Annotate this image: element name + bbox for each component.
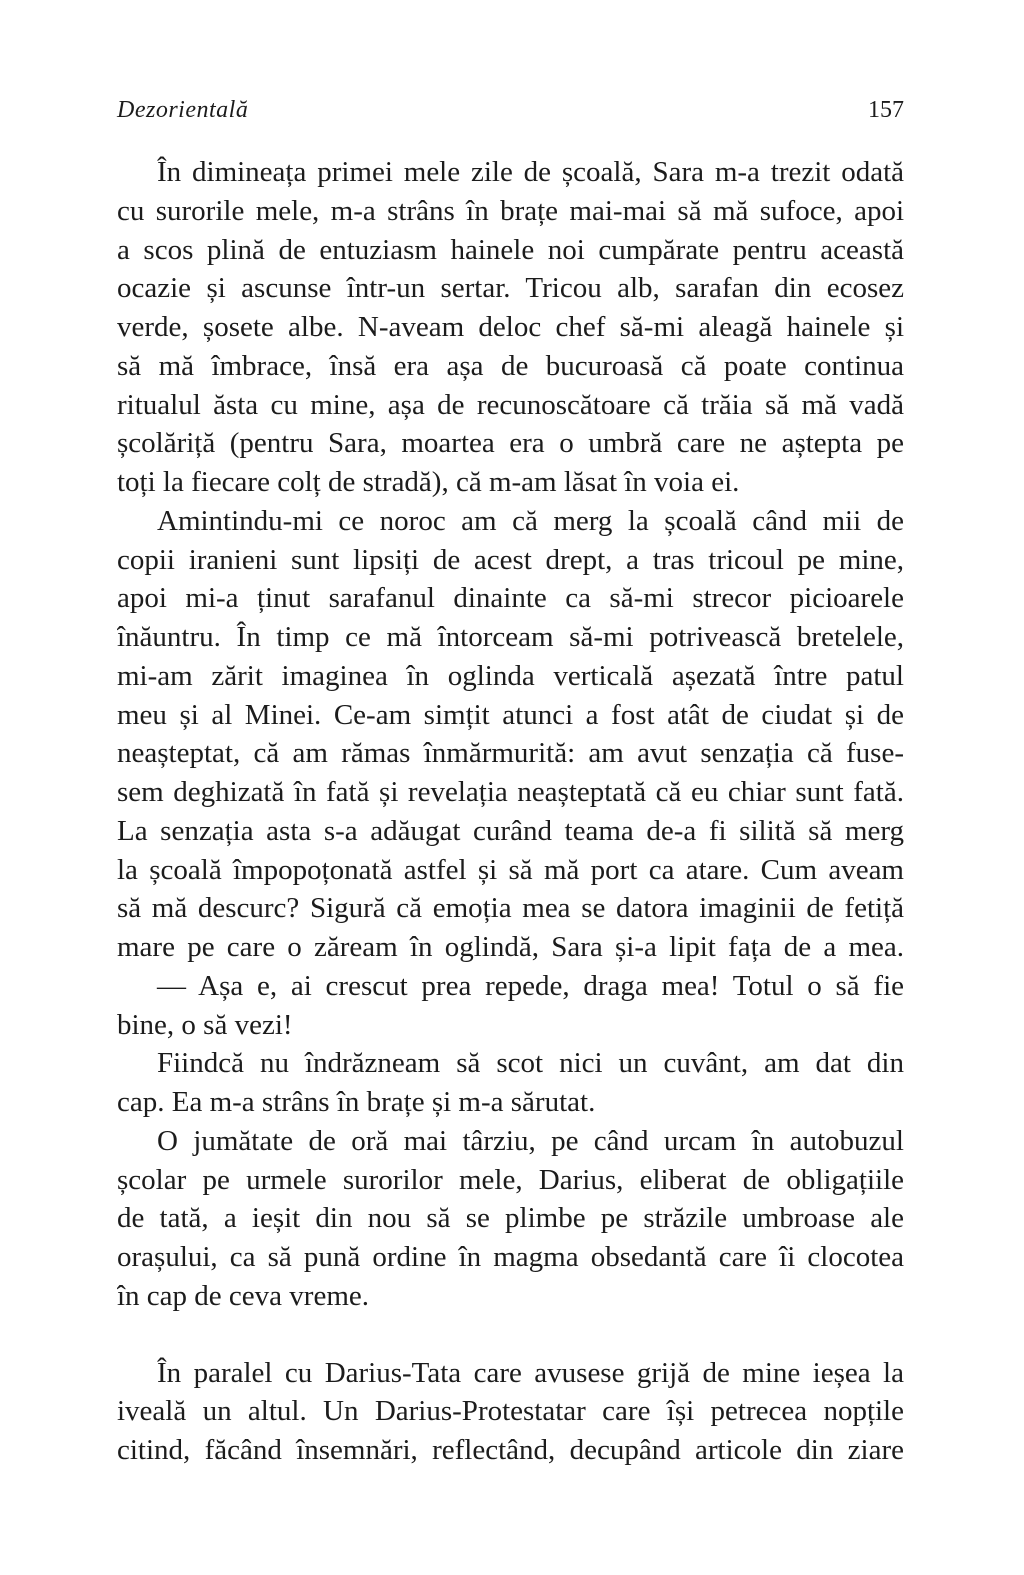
text-line: bine, o să vezi! (117, 1008, 293, 1041)
text-line: să mă descurc? Sigură că emoția mea se datora imaginii de fetiță (117, 892, 904, 925)
paragraph (117, 1122, 904, 1316)
text-line: cap. Ea m-a strâns în brațe și m-a sărutat. (117, 1086, 596, 1118)
text-line: — Așa e, ai crescut prea repede, draga mea! Totul o să fie (157, 969, 904, 1002)
paragraph (117, 502, 904, 967)
page-number: 157 (868, 97, 904, 123)
text-line: copii iranieni sunt lipsiți de acest drept, a tras tricoul pe mine, (117, 543, 904, 576)
text-line: ocazie și ascunse într-un sertar. Tricou alb, sarafan din ecosez (117, 272, 904, 305)
text-line: toți la fiecare colț de stradă), că m-am lăsat în voia ei. (117, 466, 740, 498)
text-line: sem deghizată în fată și revelația neașteptată că eu chiar sunt fată. (117, 776, 904, 808)
dialogue-paragraph (117, 967, 904, 1045)
text-line: înăuntru. În timp ce mă întorceam să-mi potrivească bretelele, (117, 621, 904, 653)
text-line: de tată, a ieșit din nou să se plimbe pe străzile umbroase ale (117, 1202, 904, 1235)
text-line: neașteptat, că am rămas înmărmurită: am avut senzația că fuse- (117, 737, 904, 770)
text-line: în cap de ceva vreme. (117, 1279, 369, 1312)
text-line: să mă îmbrace, însă era așa de bucuroasă că poate continua (117, 349, 904, 382)
text-line: mare pe care o zăream în oglindă, Sara și-a lipit fața de a mea. (117, 931, 904, 963)
running-title: Dezorientală (117, 97, 249, 123)
text-line: În dimineața primei mele zile de școală, Sara m-a trezit odată (157, 156, 904, 188)
text-line: cu surorile mele, m-a strâns în brațe mai-mai să mă sufoce, apoi (117, 194, 904, 227)
paragraph (117, 1354, 904, 1470)
running-header (117, 92, 904, 128)
text-line: școlăriță (pentru Sara, moartea era o umbră care ne aștepta pe (117, 427, 904, 460)
body-text (117, 153, 904, 1470)
section-break (117, 1316, 904, 1354)
text-line: mi-am zărit imaginea în oglinda verticală așezată între patul (117, 659, 904, 692)
text-line: la școală împopoțonată astfel și să mă port ca atare. Cum aveam (117, 853, 904, 886)
text-line: ritualul ăsta cu mine, așa de recunoscătoare că trăia să mă vadă (117, 388, 904, 421)
text-line: iveală un altul. Un Darius-Protestatar care își petrecea nopțile (117, 1395, 904, 1428)
text-line: verde, șosete albe. N-aveam deloc chef să-mi aleagă hainele și (117, 311, 904, 343)
paragraph (117, 153, 904, 502)
text-line: meu și al Minei. Ce-am simțit atunci a fost atât de ciudat și de (117, 698, 904, 731)
text-line: orașului, ca să pună ordine în magma obsedantă care îi clocotea (117, 1241, 904, 1273)
text-line: apoi mi-a ținut sarafanul dinainte ca să-mi strecor picioarele (117, 582, 904, 615)
paragraph (117, 1044, 904, 1122)
text-line: Amintindu-mi ce noroc am că merg la școală când mii de (157, 504, 904, 537)
text-line: Fiindcă nu îndrăzneam să scot nici un cuvânt, am dat din (157, 1047, 904, 1080)
text-line: citind, făcând însemnări, reflectând, decupând articole din ziare (117, 1434, 904, 1466)
text-line: În paralel cu Darius-Tata care avusese grijă de mine ieșea la (157, 1356, 904, 1389)
text-line: O jumătate de oră mai târziu, pe când urcam în autobuzul (157, 1124, 904, 1157)
text-line: școlar pe urmele surorilor mele, Darius, eliberat de obligațiile (117, 1163, 904, 1196)
text-line: a scos plină de entuziasm hainele noi cumpărate pentru această (117, 233, 904, 266)
text-line: La senzația asta s-a adăugat curând teama de-a fi silită să merg (117, 814, 904, 847)
